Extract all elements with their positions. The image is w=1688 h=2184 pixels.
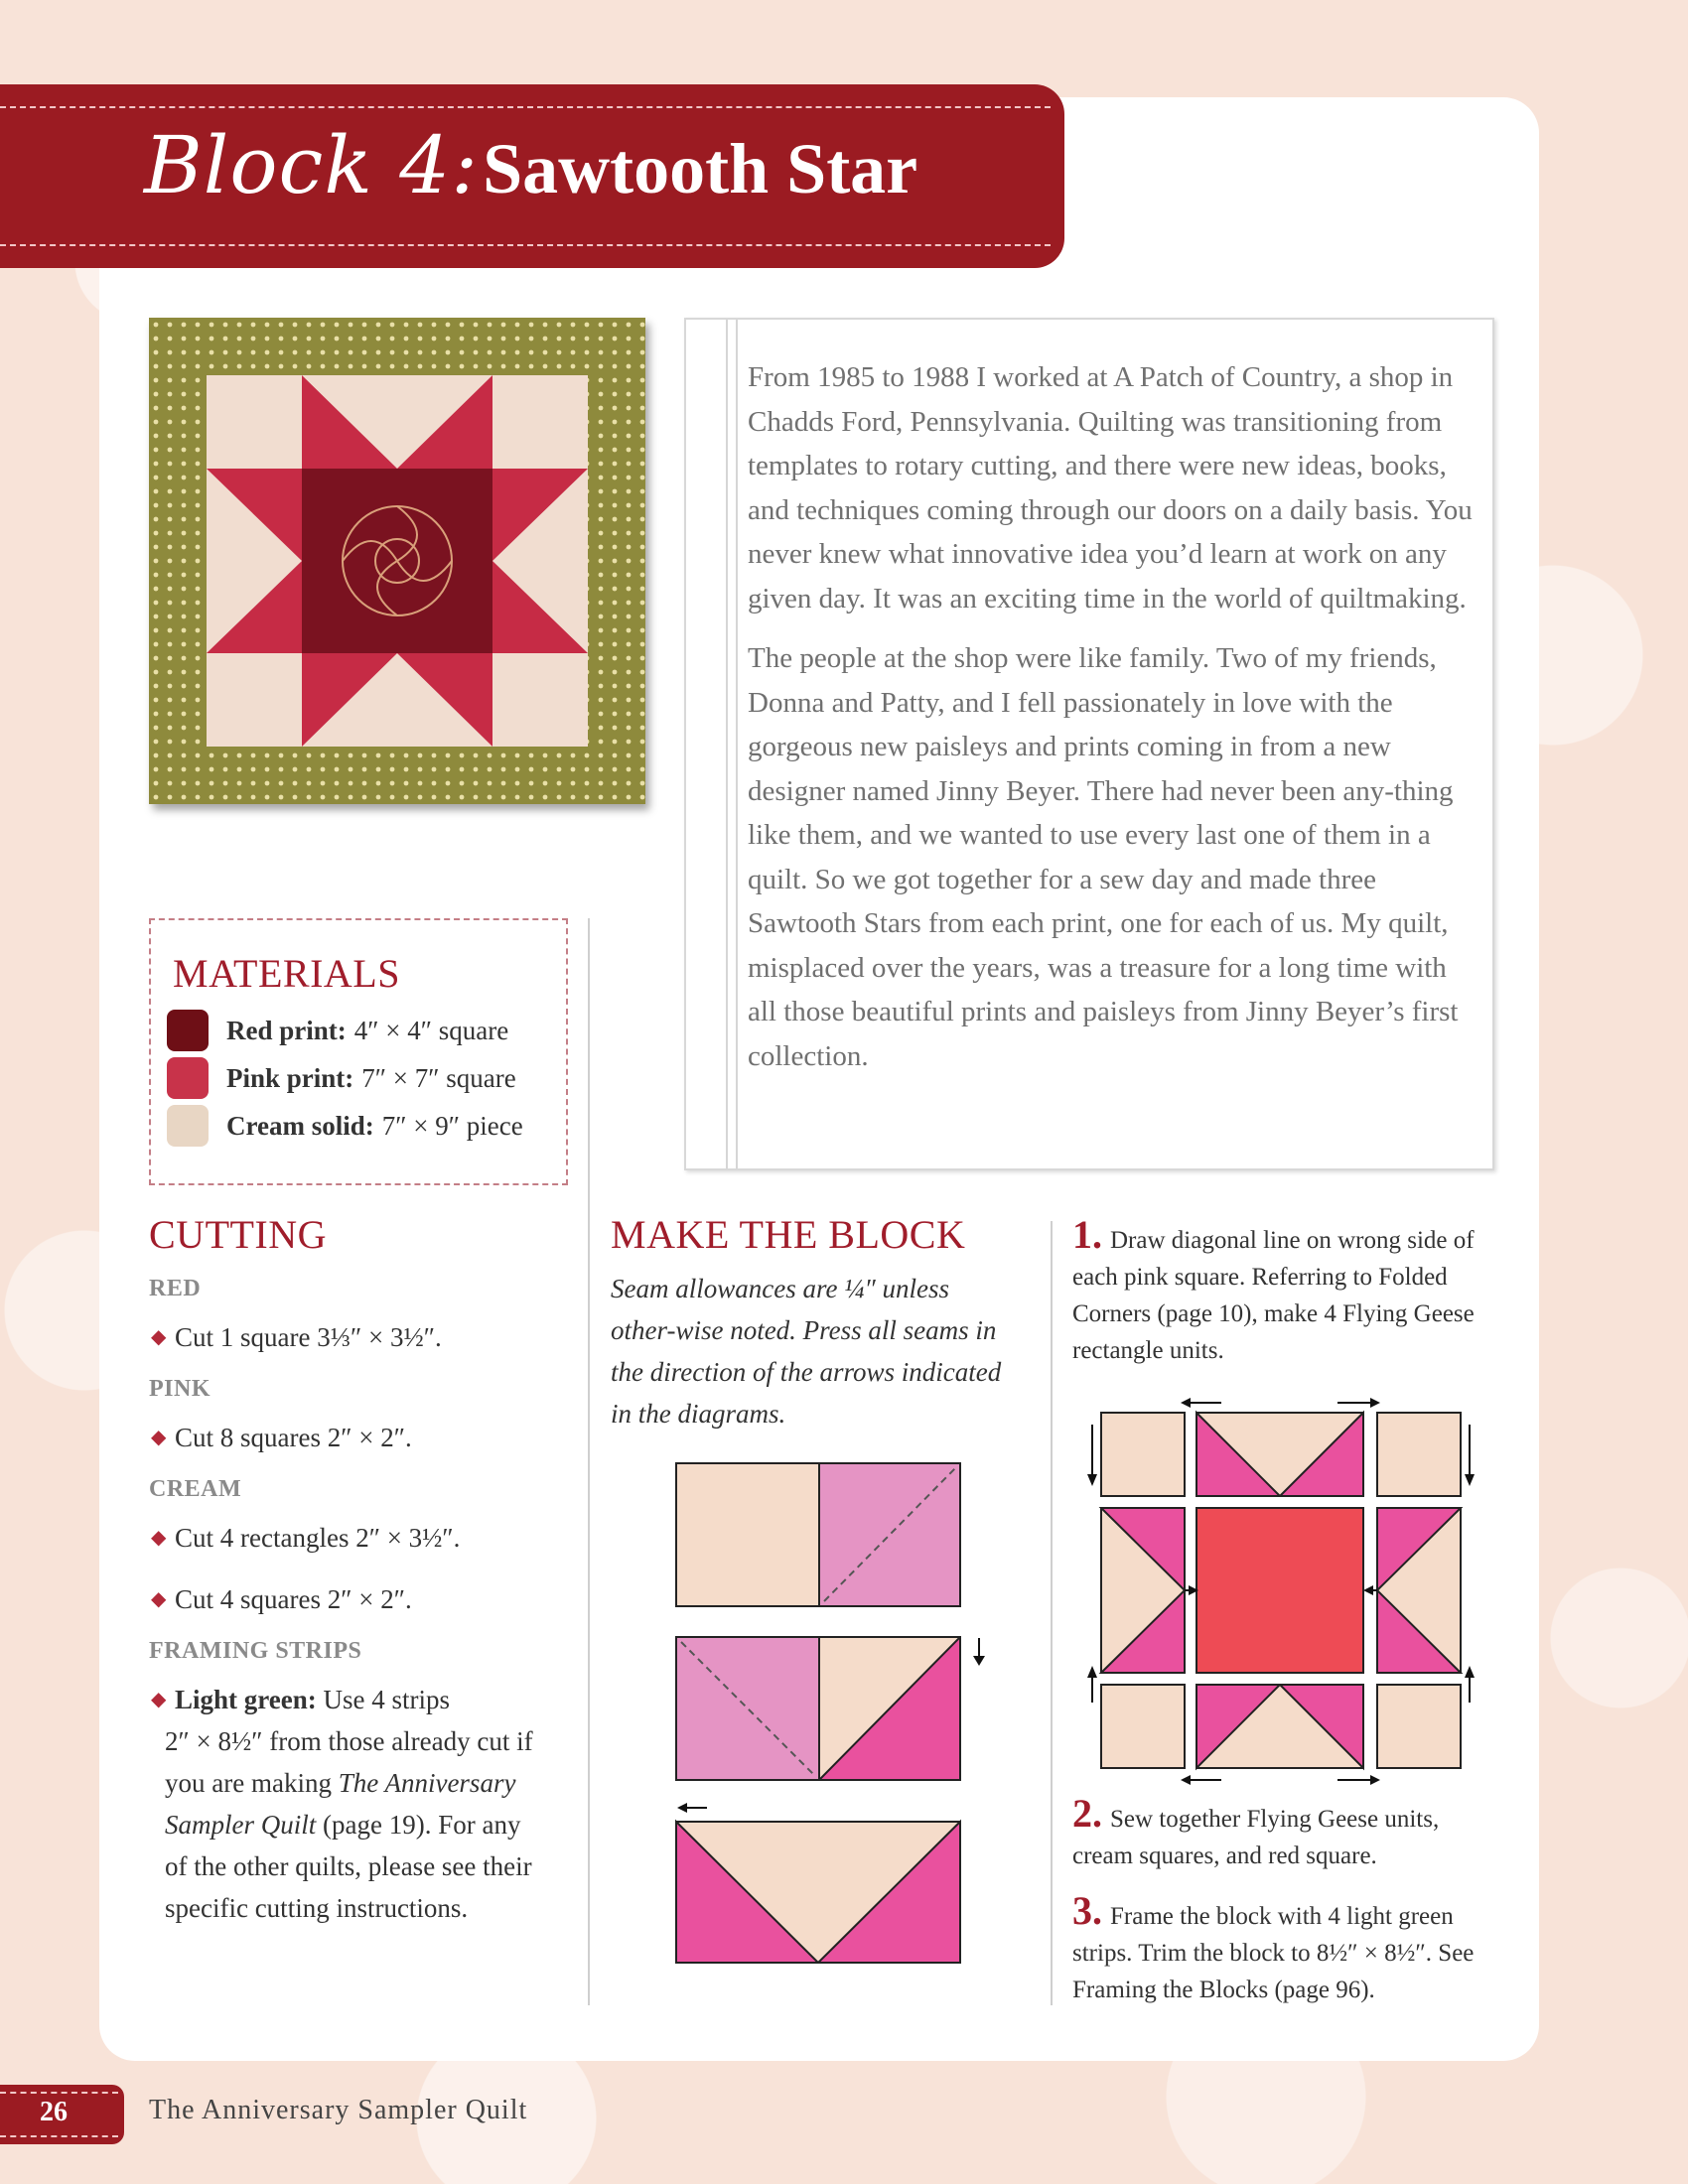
cutting-item: ◆ Cut 4 squares 2″ × 2″. [149, 1578, 566, 1620]
material-value: 4″ × 4″ square [353, 1015, 509, 1045]
pink-print-swatch [167, 1057, 209, 1099]
page-number-badge [0, 2085, 124, 2144]
badge-stitch [0, 2092, 118, 2094]
story-text [748, 355, 1473, 1094]
cutting-item: ◆ Cut 1 square 3⅓″ × 3½″. [149, 1316, 566, 1358]
column-divider [1051, 1221, 1053, 2005]
cutting-heading: CUTTING [149, 1212, 328, 1257]
page-number: 26 [40, 2097, 68, 2127]
diamond-bullet-icon: ◆ [151, 1588, 167, 1610]
cutting-sub-cream: CREAM [149, 1476, 242, 1502]
cutting-item: ◆ Light green: Use 4 strips [149, 1679, 566, 1720]
diamond-bullet-icon: ◆ [151, 1689, 167, 1710]
material-label: Red print: [226, 1015, 347, 1045]
flying-geese-diagram [671, 1802, 965, 1965]
material-item [167, 1105, 523, 1147]
material-item [167, 1010, 508, 1051]
material-label: Pink print: [226, 1062, 354, 1093]
steps-section [1072, 1212, 1499, 1369]
block-assembly-diagram [1087, 1395, 1475, 1792]
folded-corner-diagram-2 [675, 1636, 993, 1783]
cutting-sub-framing: FRAMING STRIPS [149, 1638, 362, 1664]
story-paragraph-2: The people at the shop were like family. Two of my friends, Donna and Patty, and I fell passionately in love with the gorgeous new paisleys and prints coming in from a new designer named Jinny Beyer. There had never been any-thing like them, and we wanted to use every last one of them in a quilt. So we got together for a sew day and made three Sawtooth Stars from each print, one for each of us. My quilt, misplaced over the years, was a treasure for a long time with all those beautiful prints and paisleys from Jinny Beyer’s first collection. [748, 642, 1459, 1072]
materials-box [149, 918, 568, 1185]
step-number: 1. [1072, 1212, 1102, 1257]
red-print-swatch [167, 1010, 209, 1051]
page-title [144, 119, 917, 211]
cutting-item: ◆ Cut 4 rectangles 2″ × 3½″. [149, 1517, 566, 1559]
step-number: 3. [1072, 1888, 1102, 1933]
badge-stitch [0, 2135, 118, 2137]
material-item [167, 1057, 516, 1099]
material-value: 7″ × 9″ piece [381, 1110, 523, 1141]
title-banner [0, 84, 1064, 268]
title-block-number: Block 4: [144, 119, 480, 211]
cutting-sub-red: RED [149, 1276, 202, 1301]
cream-solid-swatch [167, 1105, 209, 1147]
story-box [684, 318, 1494, 1170]
footer-book-title: The Anniversary Sampler Quilt [149, 2095, 528, 2125]
framing-text: 2″ × 8½″ from those already cut if you are making The Anniversary Sampler Quilt (page 19). For any of the other quilts, please see their specific cutting instructions. [165, 1726, 533, 1923]
story-paragraph-1: From 1985 to 1988 I worked at A Patch of Country, a shop in Chadds Ford, Pennsylvania. Quilting was transitioning from templates to rotary cutting, and there were new ideas, books, and techniques coming through our doors on a daily basis. You never knew what innovative idea you’d learn at work on any given day. It was an exciting time in the world of quiltmaking. [748, 361, 1473, 614]
title-block-name: Sawtooth Star [483, 129, 918, 208]
seam-note: Seam allowances are ¼″ unless other-wise noted. Press all seams in the direction of the arrows indicated in the diagrams. [611, 1274, 1002, 1429]
cutting-sub-pink: PINK [149, 1376, 211, 1402]
make-block-heading: MAKE THE BLOCK [611, 1212, 966, 1257]
step-3: 3. Frame the block with 4 light green strips. Trim the block to 8½″ × 8½″. See Framing the Blocks (page 96). [1072, 1888, 1475, 2003]
quilt-block-photo [149, 318, 645, 804]
materials-heading: MATERIALS [173, 951, 400, 996]
diamond-bullet-icon: ◆ [151, 1427, 167, 1448]
folded-corner-diagram-1 [675, 1462, 963, 1609]
step-number: 2. [1072, 1791, 1102, 1836]
story-margin-rule [726, 320, 728, 1168]
diamond-bullet-icon: ◆ [151, 1527, 167, 1549]
cutting-section [149, 1211, 566, 1929]
step-2: 2. Sew together Flying Geese units, cream squares, and red square. [1072, 1791, 1440, 1869]
diamond-bullet-icon: ◆ [151, 1326, 167, 1348]
banner-stitch-bottom [0, 244, 1051, 246]
make-block-section [611, 1211, 1008, 1434]
material-label: Cream solid: [226, 1110, 374, 1141]
step-1: 1. Draw diagonal line on wrong side of each pink square. Referring to Folded Corners (page 10), make 4 Flying Geese rectangle units. [1072, 1212, 1475, 1364]
material-value: 7″ × 7″ square [361, 1062, 516, 1093]
steps-section-lower [1072, 1791, 1499, 2008]
story-margin-rule [736, 320, 738, 1168]
cutting-item: ◆ Cut 8 squares 2″ × 2″. [149, 1417, 566, 1458]
column-divider [588, 918, 590, 2005]
banner-stitch-top [0, 106, 1051, 108]
